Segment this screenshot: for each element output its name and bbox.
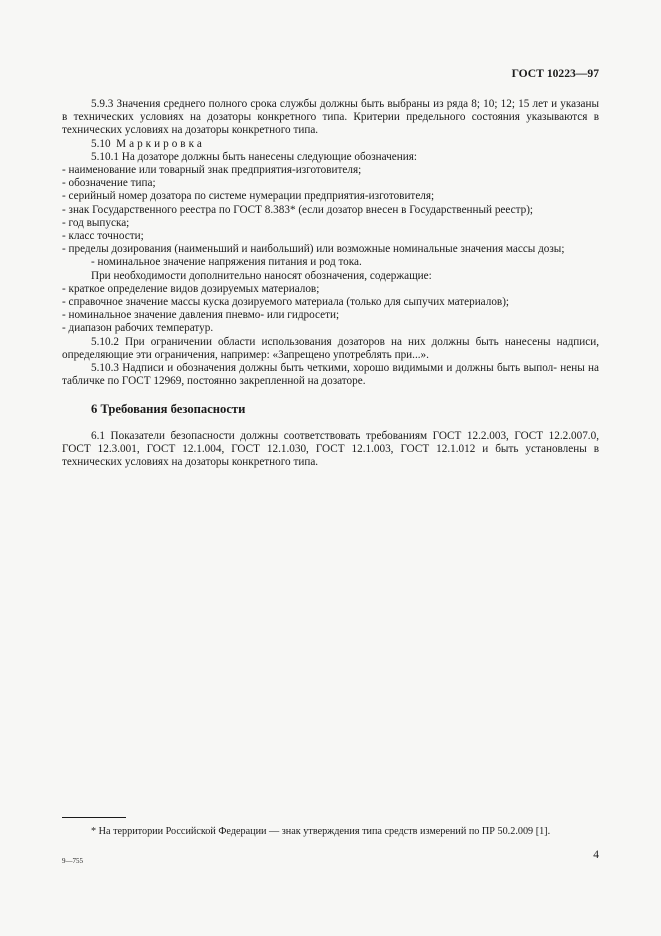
text-line: надписи, определяющие эти ограничения, например: «Запрещено употреблять при...». (62, 335, 599, 361)
text-line: ГОСТ 12.3.001, ГОСТ 12.1.004, ГОСТ 12.1.030, ГОСТ 12.1.003, ГОСТ 12.1.012 и быть установлены в (62, 442, 599, 455)
text-line: 5.10.2 При ограничении области использования дозаторов на них должны быть нанесены (91, 335, 551, 348)
text-line: - пределы дозирования (наименьший и наибольший) или возможные номинальные значения (62, 243, 504, 256)
subsection-number: 5.10 (91, 137, 111, 150)
subsection-5-10-heading (62, 138, 599, 151)
list-item: - обозначение типа; (62, 177, 156, 190)
list-item: - номинальное значение давления пневмо- или гидросети; (62, 309, 340, 322)
list-item: - класс точности; (62, 230, 144, 243)
clause-6-1 (62, 430, 599, 470)
clause-5-10-3 (62, 362, 599, 388)
list-item: - знак Государственного реестра по ГОСТ 8.383* (если дозатор внесен в Государственный реестр); (62, 203, 534, 216)
list-item: - серийный номер дозатора по системе нумерации предприятия-изготовителя; (62, 190, 435, 203)
list-item: - год выпуска; (62, 216, 130, 229)
text-line: массы дозы; (505, 243, 565, 256)
clause-5-10-1: 5.10.1 На дозаторе должны быть нанесены следующие обозначения: (91, 150, 417, 163)
text-line: 5.10.3 Надписи и обозначения должны быть четкими, хорошо видимыми и должны быть выпол- (91, 362, 557, 375)
print-order-code: 9—755 (62, 857, 83, 865)
text-line: технических условиях на дозаторы конкретного типа. (62, 456, 319, 469)
list-item: - номинальное значение напряжения питания и род тока. (91, 256, 362, 269)
text-line: указаны в технических условиях на дозаторы конкретного типа. Критерии предельного состояния (62, 98, 599, 124)
footnote: * На территории Российской Федерации — знак утверждения типа средств измерений по ПР 50.2.009 [1]. (91, 826, 551, 837)
text-line: 5.9.3 Значения среднего полного срока службы должны быть выбраны из ряда 8; 10; 12; 15 лет и (91, 98, 558, 110)
text-line: указываются в технических условиях на дозаторы конкретного типа. (62, 111, 599, 137)
list-item: - краткое определение видов дозируемых материалов; (62, 282, 320, 295)
list-item (62, 243, 599, 256)
subsection-title: Маркировка (116, 137, 205, 150)
clause-5-10-2 (62, 336, 599, 362)
list-item: - справочное значение массы куска дозируемого материала (только для сыпучих материалов); (62, 296, 510, 309)
page-number: 4 (593, 849, 599, 861)
document-standard-number: ГОСТ 10223—97 (511, 67, 599, 80)
list-item: - наименование или товарный знак предприятия-изготовителя; (62, 164, 362, 177)
clause-5-9-3 (62, 98, 599, 138)
text-line: 6.1 Показатели безопасности должны соответствовать требованиям ГОСТ 12.2.003, ГОСТ 12.2.007.0, (91, 429, 599, 442)
section-6-heading: 6 Требования безопасности (91, 402, 246, 417)
text-line: нены на табличке по ГОСТ 12969, постоянно закрепленной на дозаторе. (62, 362, 599, 388)
footnote-separator (62, 817, 126, 818)
additional-marking-intro: При необходимости дополнительно наносят обозначения, содержащие: (91, 269, 432, 282)
document-body (62, 98, 599, 469)
list-item: - диапазон рабочих температур. (62, 322, 214, 335)
